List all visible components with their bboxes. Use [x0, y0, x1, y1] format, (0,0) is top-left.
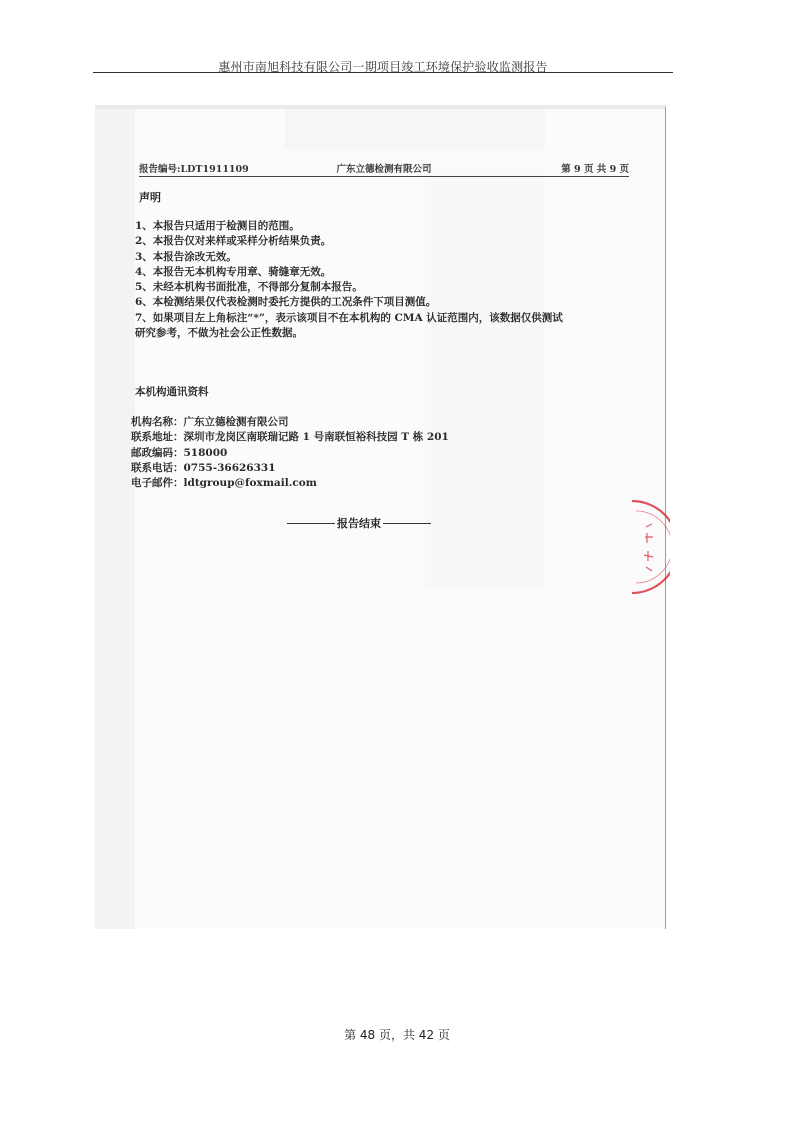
contact-item: 联系电话：0755-36626331	[131, 461, 276, 474]
report-number: 报告编号:LDT1911109	[139, 164, 249, 175]
declaration-item: 研究参考，不做为社会公正性数据。	[135, 327, 303, 340]
header-rule	[93, 72, 673, 73]
scan-shading	[95, 109, 135, 929]
contact-item: 邮政编码：518000	[131, 446, 228, 459]
company-seal	[620, 497, 670, 597]
declaration-list	[135, 219, 635, 341]
scanned-report-page	[95, 105, 666, 929]
end-dash-right	[383, 523, 431, 524]
seal-graphic	[620, 497, 670, 597]
contact-item: 联系地址：深圳市龙岗区南联瑞记路 1 号南联恒裕科技园 T 栋 201	[131, 431, 449, 444]
declaration-item: 1、本报告只适用于检测目的范围。	[135, 220, 300, 232]
declaration-title: 声明	[139, 191, 161, 204]
report-page-info: 第 9 页 共 9 页	[561, 164, 629, 175]
declaration-item: 3、本报告涂改无效。	[135, 250, 237, 263]
contact-item: 电子邮件：ldtgroup@foxmail.com	[131, 477, 317, 490]
page-header: 惠州市南旭科技有限公司一期项目竣工环境保护验收监测报告	[218, 60, 548, 74]
contact-item: 机构名称：广东立德检测有限公司	[131, 416, 289, 428]
report-head-rule	[139, 176, 629, 177]
report-company: 广东立德检测有限公司	[336, 164, 432, 175]
report-end-text: 报告结束	[337, 517, 381, 530]
declaration-item: 7、如果项目左上角标注“*”，表示该项目不在本机构的 CMA 认证范围内，该数据仅供测试	[135, 311, 563, 324]
declaration-item: 6、本检测结果仅代表检测时委托方提供的工况条件下项目测值。	[135, 296, 437, 309]
declaration-item: 2、本报告仅对来样或采样分析结果负责。	[135, 235, 332, 248]
declaration-item: 5、未经本机构书面批准，不得部分复制本报告。	[135, 281, 363, 294]
contact-title: 本机构通讯资料	[135, 386, 209, 398]
report-end-mark	[285, 515, 465, 531]
page-footer: 第 48 页，共 42 页	[344, 1028, 450, 1042]
end-dash-left	[287, 523, 335, 524]
report-head	[139, 161, 629, 177]
scan-shading	[285, 109, 545, 149]
contact-list	[131, 415, 551, 491]
declaration-item: 4、本报告无本机构专用章、骑缝章无效。	[135, 265, 332, 278]
